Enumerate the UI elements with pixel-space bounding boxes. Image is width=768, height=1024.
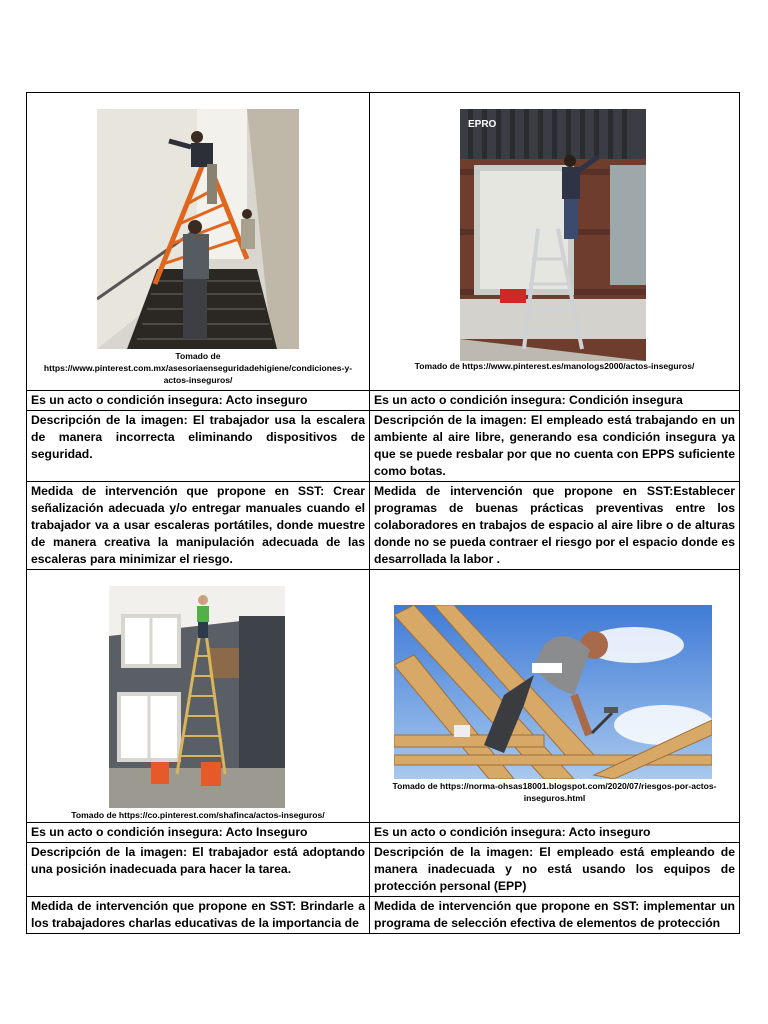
classification-right-1: Es un acto o condición insegura: Condición insegura [370, 391, 740, 411]
classification-row-1 [27, 391, 740, 411]
image-cell-window [370, 93, 740, 391]
classification-left-1: Es un acto o condición insegura: Acto inseguro [27, 391, 370, 411]
caption-left-1: Tomado de https://www.pinterest.com.mx/asesoriaenseguridadehigiene/condiciones-y-actos-inseguros/ [43, 351, 353, 385]
caption-right-1: Tomado de https://www.pinterest.es/manologs2000/actos-inseguros/ [414, 361, 695, 371]
photo-roof-frame [394, 605, 712, 779]
description-left-2: Descripción de la imagen: El trabajador está adoptando una posición inadecuada para hacer la tarea. [27, 843, 370, 897]
photo-ladder-window [460, 109, 646, 361]
description-row-1 [27, 411, 740, 482]
measure-right-2: Medida de intervención que propone en SST: implementar un programa de selección efectiva de elementos de protección [370, 897, 740, 934]
measure-left-2: Medida de intervención que propone en SST: Brindarle a los trabajadores charlas educativas de la importancia de [27, 897, 370, 934]
photo-ladder-room [109, 586, 285, 808]
measure-right-1: Medida de intervención que propone en SST:Establecer programas de buenas prácticas preventivas entre los colaboradores en trabajos de espacio al aire libre o de alturas donde no se pueda contraer el riesgo por el espacio donde es desarrollada la labor . [370, 482, 740, 570]
classification-right-2: Es un acto o condición insegura: Acto inseguro [370, 823, 740, 843]
caption-right-2: Tomado de https://norma-ohsas18001.blogspot.com/2020/07/riesgos-por-actos-inseguros.html [392, 781, 717, 803]
image-cell-stairs [27, 93, 370, 391]
description-right-1: Descripción de la imagen: El empleado está trabajando en un ambiente al aire libre, generando esa condición insegura ya que se puede resbalar por que no cuenta con EPPS suficiente como botas. [370, 411, 740, 482]
measure-row-2 [27, 897, 740, 934]
logo-epro: EPRO [468, 119, 497, 130]
photo-ladder-stairs [97, 109, 299, 349]
image-cell-room [27, 570, 370, 823]
image-row-2 [27, 570, 740, 823]
safety-table [26, 92, 740, 934]
classification-left-2: Es un acto o condición insegura: Acto Inseguro [27, 823, 370, 843]
image-row-1 [27, 93, 740, 391]
measure-row-1 [27, 482, 740, 570]
description-right-2: Descripción de la imagen: El empleado está empleando de manera inadecuada y no está usando los equipos de protección personal (EPP) [370, 843, 740, 897]
caption-left-2: Tomado de https://co.pinterest.com/shafinca/actos-inseguros/ [71, 810, 325, 820]
measure-left-1: Medida de intervención que propone en SST: Crear señalización adecuada y/o entregar manuales cuando el trabajador va a usar escaleras portátiles, donde muestre de manera creativa la manipulación adecuada de las escaleras para minimizar el riesgo. [27, 482, 370, 570]
description-left-1: Descripción de la imagen: El trabajador usa la escalera de manera incorrecta eliminando dispositivos de seguridad. [27, 411, 370, 482]
classification-row-2 [27, 823, 740, 843]
image-cell-roof [370, 570, 740, 823]
description-row-2 [27, 843, 740, 897]
